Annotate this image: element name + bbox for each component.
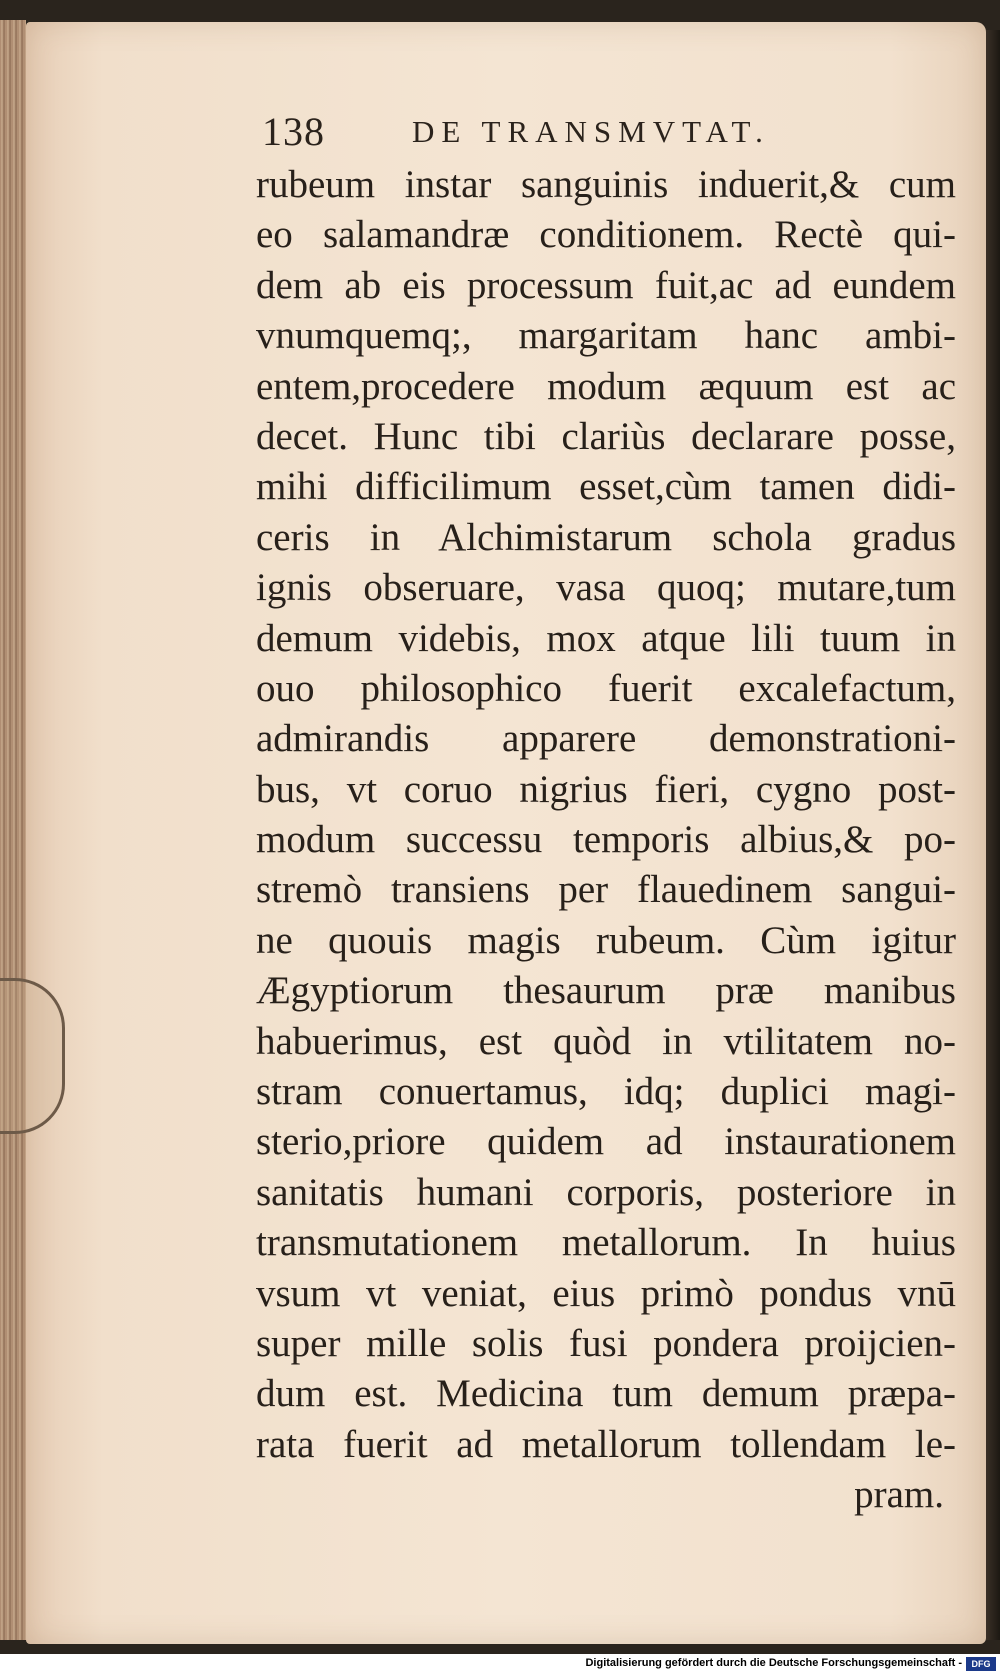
book-gutter-shadow [986, 30, 1000, 1640]
text-line: decet. Hunc tibi clariùs declarare posse, [256, 414, 956, 458]
body-text [256, 160, 956, 1521]
dfg-logo: DFG [966, 1657, 996, 1671]
text-line: dum est. Medicina tum demum præpa- [256, 1372, 956, 1416]
text-line: rubeum instar sanguinis induerit,& cum [256, 163, 956, 206]
funding-credit: Digitalisierung gefördert durch die Deutsche Forschungsgemeinschaft - [585, 1657, 962, 1669]
text-line: bus, vt coruo nigrius fieri, cygno post- [256, 767, 956, 811]
text-line: demum videbis, mox atque lili tuum in [256, 616, 956, 660]
catchword-line: pram. [854, 1473, 944, 1517]
text-line: admirandis apparere demonstrationi- [256, 717, 956, 761]
digitization-footer [0, 1654, 1000, 1675]
text-line: Ægyptiorum thesaurum præ manibus [256, 969, 956, 1013]
text-line: super mille solis fusi pondera proijcien- [256, 1321, 956, 1365]
running-head [262, 108, 882, 158]
text-line: stremò transiens per flauedinem sangui- [256, 868, 956, 912]
text-line: modum successu temporis albius,& po- [256, 818, 956, 862]
text-line: rata fuerit ad metallorum tollendam le- [256, 1422, 956, 1466]
text-line: eo salamandræ conditionem. Rectè qui- [256, 213, 956, 257]
text-line: mihi difficilimum esset,cùm tamen didi- [256, 465, 956, 509]
running-head-title: DE TRANSMVTAT. [412, 114, 770, 149]
text-line: vsum vt veniat, eius primò pondus vnū [256, 1271, 956, 1315]
text-line: dem ab eis processum fuit,ac ad eundem [256, 263, 956, 307]
text-line: habuerimus, est quòd in vtilitatem no- [256, 1019, 956, 1063]
book-page-edges [0, 20, 26, 1640]
page-number: 138 [262, 109, 325, 154]
text-line: ne quouis magis rubeum. Cùm igitur [256, 918, 956, 962]
text-line: sterio,priore quidem ad instaurationem [256, 1120, 956, 1164]
text-line: transmutationem metallorum. In huius [256, 1221, 956, 1265]
text-line: ignis obseruare, vasa quoq; mutare,tum [256, 566, 956, 610]
text-line: vnumquemq;, margaritam hanc ambi- [256, 314, 956, 358]
text-line: stram conuertamus, idq; duplici magi- [256, 1070, 956, 1114]
ribbon-tab-loop [0, 978, 65, 1134]
text-line: ouo philosophico fuerit excalefactum, [256, 666, 956, 710]
text-line: entem,procedere modum æquum est ac [256, 364, 956, 408]
text-line: ceris in Alchimistarum schola gradus [256, 515, 956, 559]
text-line: sanitatis humani corporis, posteriore in [256, 1170, 956, 1214]
